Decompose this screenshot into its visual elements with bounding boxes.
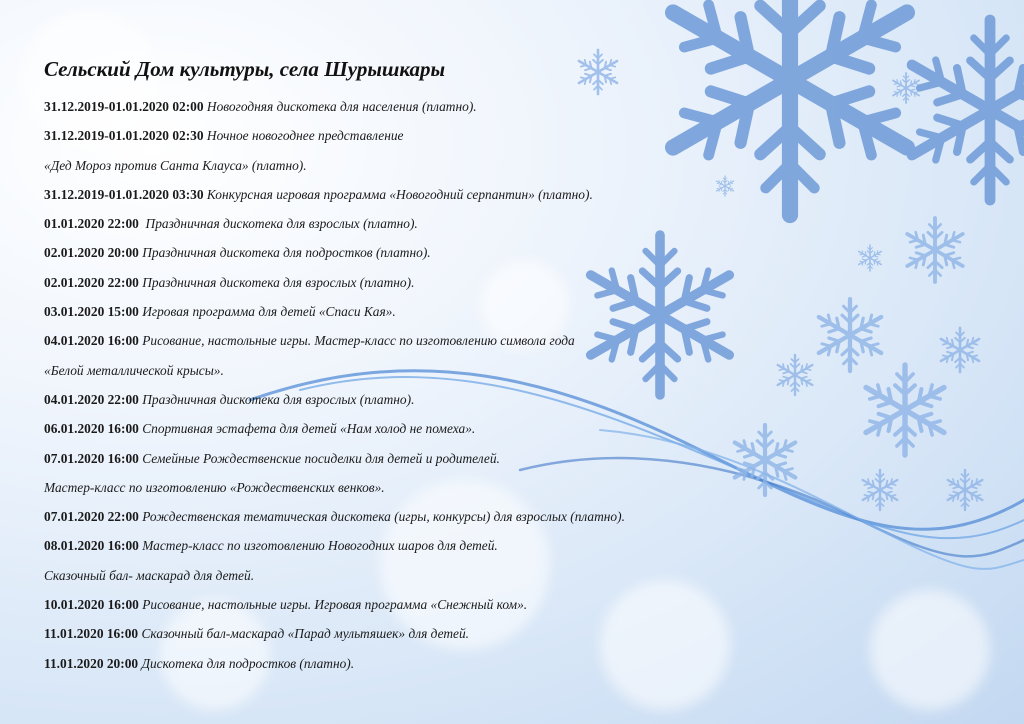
- schedule-line: [44, 297, 944, 326]
- event-datetime: 07.01.2020 22:00: [44, 509, 139, 525]
- event-description: Новогодняя дискотека для населения (платно).: [203, 99, 477, 114]
- event-description: Праздничная дискотека для взрослых (платно).: [138, 391, 415, 407]
- event-datetime: 10.01.2020 16:00: [44, 597, 139, 613]
- schedule-line: [44, 180, 944, 209]
- event-description: Праздничная дискотека для подростков (платно).: [138, 245, 431, 261]
- schedule-line: [44, 619, 944, 648]
- schedule-list: [44, 92, 944, 678]
- schedule-line: [44, 414, 944, 443]
- event-datetime: 06.01.2020 16:00: [44, 421, 139, 437]
- schedule-line: [44, 531, 944, 560]
- event-datetime: 31.12.2019-01.01.2020 02:00: [44, 99, 204, 114]
- event-description: Рождественская тематическая дискотека (игры, конкурсы) для взрослых (платно).: [138, 509, 625, 525]
- schedule-line: [44, 121, 944, 150]
- event-description: Дискотека для подростков (платно).: [138, 655, 355, 671]
- schedule-line: [44, 92, 944, 121]
- event-datetime: 02.01.2020 22:00: [44, 274, 139, 290]
- schedule-line: [44, 561, 944, 590]
- event-datetime: 31.12.2019-01.01.2020 02:30: [44, 128, 204, 144]
- event-description: Рисование, настольные игры. Игровая программа «Снежный ком».: [138, 597, 528, 613]
- schedule-line: [44, 473, 944, 502]
- snowflake-icon: [939, 328, 982, 372]
- event-description: Мастер-класс по изготовлению «Рождественских венков».: [44, 479, 385, 495]
- event-datetime: 01.01.2020 22:00: [44, 216, 139, 232]
- event-datetime: 31.12.2019-01.01.2020 03:30: [44, 186, 204, 202]
- schedule-line: [44, 238, 944, 267]
- event-description: Мастер-класс по изготовлению Новогодних шаров для детей.: [138, 538, 498, 554]
- event-description: Сказочный бал- маскарад для детей.: [44, 567, 255, 583]
- schedule-line: [44, 268, 944, 297]
- schedule-line: [44, 590, 944, 619]
- event-datetime: 04.01.2020 16:00: [44, 333, 139, 349]
- event-description: Ночное новогоднее представление: [203, 128, 404, 144]
- event-description: Праздничная дискотека для взрослых (платно).: [138, 216, 418, 232]
- event-datetime: 02.01.2020 20:00: [44, 245, 139, 261]
- event-description: Праздничная дискотека для взрослых (платно).: [138, 274, 415, 290]
- event-datetime: 11.01.2020 16:00: [44, 626, 139, 642]
- schedule-line: [44, 385, 944, 414]
- event-description: Семейные Рождественские посиделки для детей и родителей.: [138, 450, 500, 466]
- event-description: Конкурсная игровая программа «Новогодний серпантин» (платно).: [203, 186, 593, 202]
- event-datetime: 07.01.2020 16:00: [44, 450, 139, 466]
- schedule-line: [44, 649, 944, 678]
- event-datetime: 04.01.2020 22:00: [44, 391, 139, 407]
- event-datetime: 08.01.2020 16:00: [44, 538, 139, 554]
- event-description: Спортивная эстафета для детей «Нам холод не помеха».: [138, 421, 476, 437]
- event-description: Рисование, настольные игры. Мастер-класс по изготовлению символа года: [138, 333, 575, 349]
- event-description: Игровая программа для детей «Спаси Кая».: [138, 304, 396, 320]
- schedule-line: [44, 326, 944, 355]
- schedule-line: [44, 444, 944, 473]
- event-description: Сказочный бал-маскарад «Парад мультяшек» для детей.: [138, 626, 470, 642]
- event-description: «Дед Мороз против Санта Клауса» (платно).: [44, 157, 307, 173]
- page-title: Сельский Дом культуры, села Шурышкары: [44, 57, 446, 81]
- schedule-line: [44, 209, 944, 238]
- schedule-line: [44, 356, 944, 385]
- schedule: [44, 56, 944, 678]
- event-description: «Белой металлической крысы».: [44, 362, 224, 378]
- schedule-line: [44, 151, 944, 180]
- event-datetime: 11.01.2020 20:00: [44, 655, 139, 671]
- event-datetime: 03.01.2020 15:00: [44, 304, 139, 320]
- schedule-line: [44, 502, 944, 531]
- snowflake-icon: [945, 470, 984, 510]
